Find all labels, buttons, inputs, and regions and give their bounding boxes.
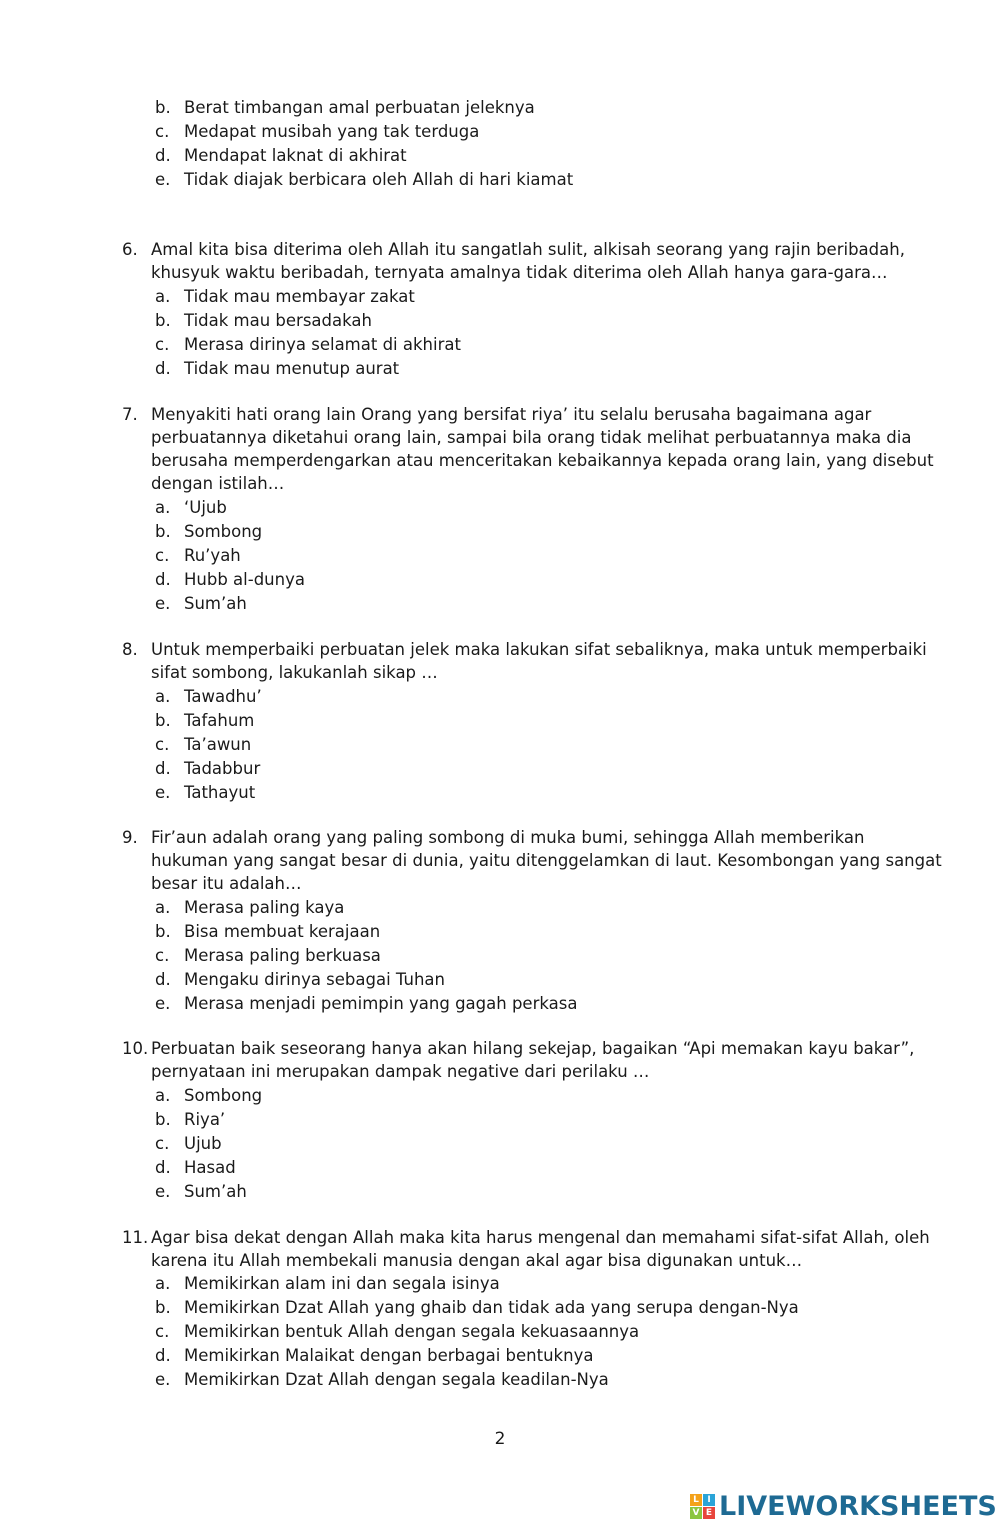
page-number: 2 bbox=[494, 1429, 506, 1449]
question-number: 7. bbox=[122, 405, 138, 424]
option-text: Ru’yah bbox=[184, 546, 241, 565]
option-text: Sum’ah bbox=[184, 594, 247, 613]
option-text: Merasa paling kaya bbox=[184, 898, 345, 917]
option-letter: b. bbox=[155, 922, 171, 941]
question-number: 9. bbox=[122, 828, 138, 847]
option-text: Merasa menjadi pemimpin yang gagah perkasa bbox=[184, 994, 578, 1013]
option-letter: d. bbox=[155, 1346, 171, 1365]
question-text-line: besar itu adalah… bbox=[151, 874, 302, 893]
option-letter: b. bbox=[155, 1110, 171, 1129]
option-text: Tidak diajak berbicara oleh Allah di hari kiamat bbox=[184, 170, 574, 189]
question-text-line: karena itu Allah membekali manusia dengan akal agar bisa digunakan untuk… bbox=[151, 1251, 803, 1270]
option-letter: b. bbox=[155, 98, 171, 117]
question-text-line: Menyakiti hati orang lain Orang yang bersifat riya’ itu selalu berusaha bagaimana agar bbox=[151, 405, 872, 424]
option-letter: c. bbox=[155, 335, 170, 354]
option-letter: a. bbox=[155, 287, 171, 306]
option-text: Merasa dirinya selamat di akhirat bbox=[184, 335, 461, 354]
option-text: Hasad bbox=[184, 1158, 236, 1177]
option-text: Bisa membuat kerajaan bbox=[184, 922, 381, 941]
option-letter: e. bbox=[155, 1182, 171, 1201]
option-text: Tidak mau membayar zakat bbox=[184, 287, 415, 306]
option-letter: b. bbox=[155, 311, 171, 330]
option-text: Merasa paling berkuasa bbox=[184, 946, 381, 965]
option-letter: b. bbox=[155, 522, 171, 541]
question-number: 6. bbox=[122, 240, 138, 259]
option-letter: d. bbox=[155, 146, 171, 165]
option-letter: a. bbox=[155, 687, 171, 706]
option-letter: a. bbox=[155, 898, 171, 917]
option-text: Hubb al-dunya bbox=[184, 570, 305, 589]
option-letter: c. bbox=[155, 735, 170, 754]
question-text-line: Agar bisa dekat dengan Allah maka kita harus mengenal dan memahami sifat-sifat Allah, oleh bbox=[151, 1228, 930, 1247]
option-letter: e. bbox=[155, 170, 171, 189]
question-text-line: sifat sombong, lakukanlah sikap … bbox=[151, 663, 438, 682]
logo-text: LIVEWORKSHEETS bbox=[719, 1490, 997, 1522]
question-text-line: Amal kita bisa diterima oleh Allah itu sangatlah sulit, alkisah seorang yang rajin beribadah, bbox=[151, 240, 905, 259]
question-text-line: khusyuk waktu beribadah, ternyata amalnya tidak diterima oleh Allah hanya gara-gara… bbox=[151, 263, 888, 282]
option-letter: c. bbox=[155, 122, 170, 141]
question-text-line: dengan istilah… bbox=[151, 474, 285, 493]
logo-grid-icon bbox=[690, 1494, 715, 1519]
option-text: Mendapat laknat di akhirat bbox=[184, 146, 407, 165]
option-text: Berat timbangan amal perbuatan jeleknya bbox=[184, 98, 535, 117]
option-letter: d. bbox=[155, 1158, 171, 1177]
option-text: Tafahum bbox=[184, 711, 255, 730]
question-text-line: berusaha memperdengarkan atau menceritakan kebaikannya kepada orang lain, yang disebut bbox=[151, 451, 934, 470]
question-number: 10. bbox=[122, 1039, 149, 1058]
option-letter: c. bbox=[155, 546, 170, 565]
option-letter: e. bbox=[155, 1370, 171, 1389]
option-text: Tidak mau menutup aurat bbox=[184, 359, 400, 378]
option-letter: d. bbox=[155, 570, 171, 589]
option-text: Memikirkan Dzat Allah dengan segala keadilan-Nya bbox=[184, 1370, 609, 1389]
option-text: Memikirkan bentuk Allah dengan segala kekuasaannya bbox=[184, 1322, 640, 1341]
option-letter: b. bbox=[155, 711, 171, 730]
logo-grid-cell: L bbox=[690, 1494, 702, 1506]
option-letter: e. bbox=[155, 783, 171, 802]
option-text: Sum’ah bbox=[184, 1182, 247, 1201]
option-text: Tawadhu’ bbox=[184, 687, 262, 706]
option-letter: d. bbox=[155, 359, 171, 378]
question-text-line: perbuatannya diketahui orang lain, sampai bila orang tidak melihat perbuatannya maka dia bbox=[151, 428, 912, 447]
option-text: Memikirkan Dzat Allah yang ghaib dan tidak ada yang serupa dengan-Nya bbox=[184, 1298, 799, 1317]
option-letter: e. bbox=[155, 994, 171, 1013]
option-letter: d. bbox=[155, 759, 171, 778]
option-text: Mengaku dirinya sebagai Tuhan bbox=[184, 970, 445, 989]
option-letter: a. bbox=[155, 1086, 171, 1105]
option-text: Tadabbur bbox=[184, 759, 261, 778]
question-text-line: Untuk memperbaiki perbuatan jelek maka lakukan sifat sebaliknya, maka untuk memperbaiki bbox=[151, 640, 927, 659]
option-letter: c. bbox=[155, 1134, 170, 1153]
question-text-line: hukuman yang sangat besar di dunia, yaitu ditenggelamkan di laut. Kesombongan yang sangat bbox=[151, 851, 942, 870]
logo-grid-cell: V bbox=[690, 1507, 702, 1519]
option-text: ‘Ujub bbox=[184, 498, 227, 517]
option-letter: b. bbox=[155, 1298, 171, 1317]
option-text: Tidak mau bersadakah bbox=[184, 311, 372, 330]
question-number: 11. bbox=[122, 1228, 149, 1247]
option-letter: d. bbox=[155, 970, 171, 989]
option-text: Sombong bbox=[184, 522, 263, 541]
option-text: Memikirkan Malaikat dengan berbagai bentuknya bbox=[184, 1346, 594, 1365]
option-text: Riya’ bbox=[184, 1110, 226, 1129]
option-text: Sombong bbox=[184, 1086, 263, 1105]
option-text: Ta’awun bbox=[184, 735, 252, 754]
option-letter: e. bbox=[155, 594, 171, 613]
question-text-line: Perbuatan baik seseorang hanya akan hilang sekejap, bagaikan “Api memakan kayu bakar”, bbox=[151, 1039, 915, 1058]
question-text-line: pernyataan ini merupakan dampak negative dari perilaku … bbox=[151, 1062, 650, 1081]
option-text: Memikirkan alam ini dan segala isinya bbox=[184, 1274, 500, 1293]
option-text: Ujub bbox=[184, 1134, 222, 1153]
option-letter: c. bbox=[155, 1322, 170, 1341]
logo-grid-cell: E bbox=[703, 1507, 715, 1519]
liveworksheets-logo bbox=[690, 1486, 997, 1526]
question-number: 8. bbox=[122, 640, 138, 659]
option-text: Medapat musibah yang tak terduga bbox=[184, 122, 480, 141]
logo-grid-cell: I bbox=[703, 1494, 715, 1506]
option-letter: c. bbox=[155, 946, 170, 965]
option-letter: a. bbox=[155, 1274, 171, 1293]
question-text-line: Fir’aun adalah orang yang paling sombong di muka bumi, sehingga Allah memberikan bbox=[151, 828, 865, 847]
option-text: Tathayut bbox=[184, 783, 256, 802]
option-letter: a. bbox=[155, 498, 171, 517]
